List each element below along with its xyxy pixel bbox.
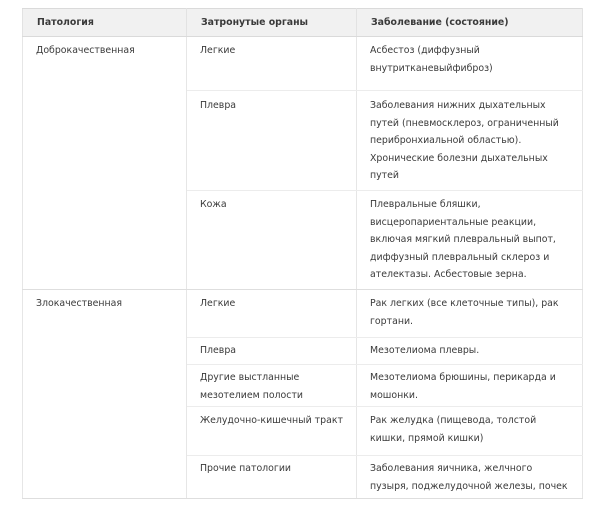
- organ-cell: Другие выстланные мезотелием полости: [187, 365, 357, 407]
- organ-cell: Желудочно-кишечный тракт: [187, 407, 357, 456]
- disease-cell: Мезотелиома плевры.: [357, 338, 583, 365]
- organ-cell: Легкие: [187, 37, 357, 91]
- table-row: [23, 290, 583, 338]
- header-pathology: Патология: [23, 9, 187, 37]
- disease-cell: Заболевания нижних дыхательных путей (пневмосклероз, ограниченный перибронхиальной областью). Хронические болезни дыхательных путей: [357, 91, 583, 191]
- table-row: [23, 37, 583, 91]
- disease-cell: Мезотелиома брюшины, перикарда и мошонки.: [357, 365, 583, 407]
- disease-cell: Рак желудка (пищевода, толстой кишки, прямой кишки): [357, 407, 583, 456]
- header-row: [23, 9, 583, 37]
- disease-cell: Асбестоз (диффузный внутритканевыйфиброз): [357, 37, 583, 91]
- organ-cell: Прочие патологии: [187, 456, 357, 499]
- organ-cell: Плевра: [187, 338, 357, 365]
- disease-cell: Плевральные бляшки, висцеропариентальные реакции, включая мягкий плевральный выпот, диффузный плевральный склероз и ателектазы. Асбестовые зерна.: [357, 191, 583, 290]
- group-name-malignant: Злокачественная: [23, 290, 187, 499]
- disease-cell: Заболевания яичника, желчного пузыря, поджелудочной железы, почек: [357, 456, 583, 499]
- organ-cell: Кожа: [187, 191, 357, 290]
- group-name-benign: Доброкачественная: [23, 37, 187, 290]
- organ-cell: Легкие: [187, 290, 357, 338]
- header-organs: Затронутые органы: [187, 9, 357, 37]
- organ-cell: Плевра: [187, 91, 357, 191]
- pathology-table: [22, 8, 583, 499]
- disease-cell: Рак легких (все клеточные типы), рак гортани.: [357, 290, 583, 338]
- header-disease: Заболевание (состояние): [357, 9, 583, 37]
